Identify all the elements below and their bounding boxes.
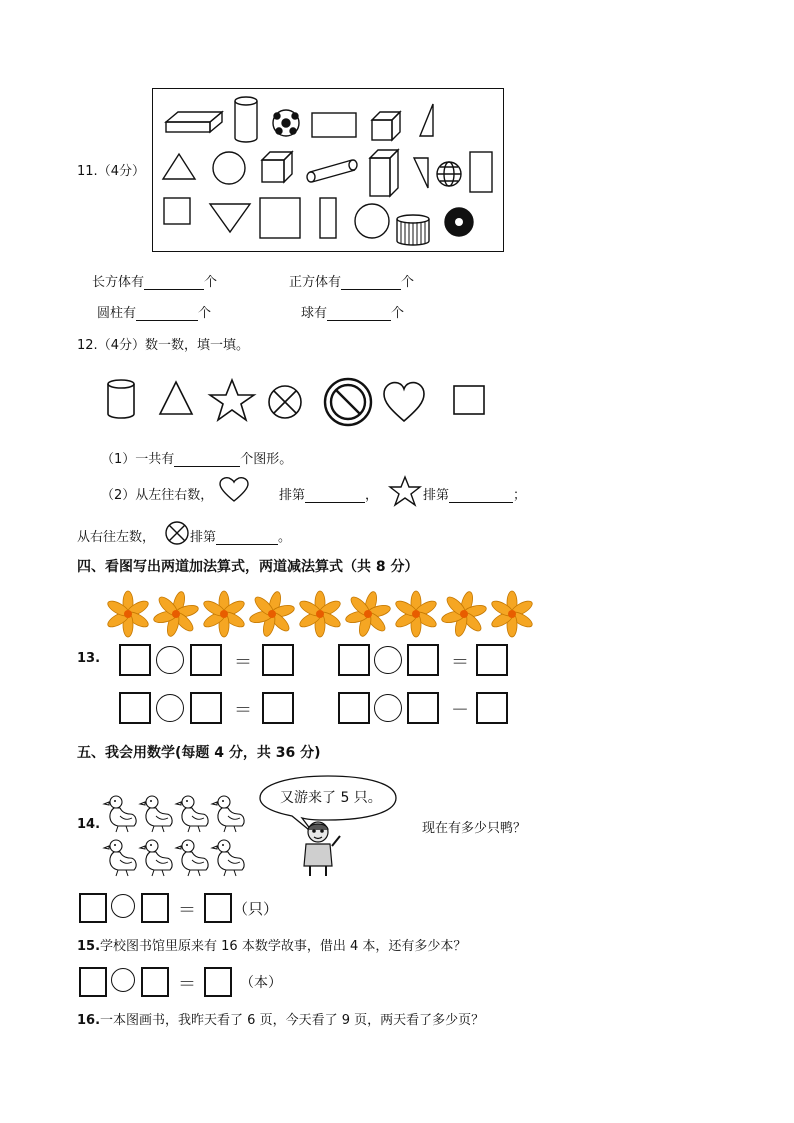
- q12-line2-heart-rank: [279, 484, 378, 503]
- duck-icon: [176, 796, 208, 832]
- star-icon: [210, 380, 254, 420]
- q12-line3-rank: [190, 526, 291, 545]
- q11-fill-line4: [301, 302, 404, 321]
- q12-line3-end: 。: [278, 530, 292, 545]
- q11-shapes: [152, 88, 504, 252]
- q12-number: 12.: [77, 338, 98, 353]
- equals-sign: ＝: [178, 974, 196, 995]
- q13-operator-circle[interactable]: [374, 646, 402, 674]
- q11-label: [77, 160, 145, 179]
- q12-rank-label-1: 排第: [279, 488, 306, 503]
- duck-icon: [104, 796, 136, 832]
- q14-box[interactable]: [79, 893, 107, 923]
- triangle-icon: [163, 154, 195, 179]
- q12-separator: ，: [365, 488, 379, 503]
- cuboid-label: 长方体有: [92, 275, 145, 290]
- down-triangle-icon: [210, 204, 250, 232]
- circle-icon: [213, 152, 245, 184]
- sphere-label: 球有: [301, 306, 328, 321]
- duck-icon: [104, 840, 136, 876]
- sphere-unit: 个: [391, 306, 405, 321]
- drum-cylinder-icon: [397, 215, 429, 245]
- q15-box[interactable]: [141, 967, 169, 997]
- q13-box[interactable]: [119, 644, 151, 676]
- cube-icon: [372, 112, 400, 140]
- square-icon: [454, 386, 484, 414]
- ducks-group: [100, 790, 260, 882]
- q15-number: 15.: [77, 939, 101, 954]
- q13-box[interactable]: [476, 692, 508, 724]
- q13-operator-circle[interactable]: [156, 646, 184, 674]
- section5-title: 五、我会用数学(每题 4 分，共 36 分): [77, 745, 321, 761]
- soccer-ball-icon: [273, 110, 299, 136]
- q12-line1-suffix: 个图形。: [240, 452, 293, 467]
- cylinder-label: 圆柱有: [97, 306, 137, 321]
- q14-number: 14.: [77, 817, 101, 832]
- q12-prompt: 数一数，填一填。: [144, 338, 249, 353]
- q13-box[interactable]: [119, 692, 151, 724]
- globe-icon: [437, 162, 461, 186]
- q11-fill-line1: [92, 271, 217, 290]
- q13-box[interactable]: [407, 692, 439, 724]
- q14-box[interactable]: [204, 893, 232, 923]
- q14-operator-circle[interactable]: [111, 894, 135, 918]
- star-icon: [388, 476, 422, 506]
- q13-box[interactable]: [262, 692, 294, 724]
- circle-cross-icon: [164, 520, 190, 546]
- q14-question: 现在有多少只鸭？: [422, 821, 527, 836]
- cube-unit: 个: [401, 275, 415, 290]
- small-triangle-icon: [414, 158, 428, 188]
- q13-box[interactable]: [190, 644, 222, 676]
- cube-blank[interactable]: [341, 275, 401, 290]
- flower-row: [104, 590, 544, 640]
- minus-sign: －: [451, 700, 469, 721]
- right-triangle-icon: [420, 104, 433, 136]
- q13-box[interactable]: [262, 644, 294, 676]
- flower-icon: [298, 591, 343, 637]
- q15-unit: （本）: [240, 975, 282, 991]
- duck-icon: [140, 840, 172, 876]
- total-shapes-blank[interactable]: [174, 452, 240, 467]
- q14-unit: （只）: [233, 900, 279, 918]
- heart-icon: [384, 383, 424, 421]
- q13-box[interactable]: [407, 644, 439, 676]
- lying-cylinder-icon: [307, 160, 357, 182]
- q15-box[interactable]: [79, 967, 107, 997]
- q16-line: [77, 1009, 484, 1028]
- circle-cross-icon: [269, 386, 301, 418]
- q12-line1-prefix: （1）一共有: [101, 452, 175, 467]
- flower-icon: [344, 590, 391, 637]
- flower-icon: [202, 591, 247, 637]
- q15-line: [77, 935, 466, 954]
- flower-icon: [440, 590, 487, 637]
- heart-icon: [219, 477, 249, 503]
- narrow-rectangle-icon: [320, 198, 336, 238]
- section4-title: 四、看图写出两道加法算式，两道减法算式（共 8 分）: [77, 559, 419, 575]
- dark-ball-icon: [445, 208, 473, 236]
- q16-text: 一本图画书，我昨天看了 6 页，今天看了 9 页，两天看了多少页？: [100, 1013, 485, 1028]
- star-rank-blank[interactable]: [449, 488, 513, 503]
- q11-points: （4分）: [97, 164, 145, 179]
- circle-icon: [355, 204, 389, 238]
- cuboid-unit: 个: [204, 275, 218, 290]
- q12-line2-end: ；: [513, 488, 527, 503]
- speech-text: 又游来了 5 只。: [280, 790, 382, 806]
- equals-sign: ＝: [234, 700, 252, 721]
- q13-operator-circle[interactable]: [374, 694, 402, 722]
- q11-number: 11.: [77, 164, 98, 179]
- duck-icon: [212, 796, 244, 832]
- cube-icon: [262, 152, 292, 182]
- square-icon: [260, 198, 300, 238]
- cylinder-blank[interactable]: [136, 306, 198, 321]
- rectangle-icon: [312, 113, 356, 137]
- q13-box[interactable]: [338, 692, 370, 724]
- q12-rank-label-3: 排第: [190, 530, 217, 545]
- sphere-blank[interactable]: [327, 306, 391, 321]
- flower-icon: [248, 590, 295, 637]
- q12-header: [77, 334, 249, 353]
- q12-rank-label-2: 排第: [423, 488, 450, 503]
- q12-figure-row: [100, 376, 500, 428]
- person-icon: [296, 816, 342, 878]
- q12-line2-prefix: （2）从左往右数，: [101, 488, 214, 503]
- q11-fill-line2: [289, 271, 414, 290]
- q15-operator-circle[interactable]: [111, 968, 135, 992]
- tall-cuboid-icon: [370, 150, 398, 196]
- cylinder-icon: [108, 380, 134, 418]
- q11-fill-line3: [97, 302, 211, 321]
- heart-rank-blank[interactable]: [305, 488, 365, 503]
- q13-operator-circle[interactable]: [156, 694, 184, 722]
- q12-line1: [101, 448, 292, 467]
- q13-box[interactable]: [190, 692, 222, 724]
- q12-line2-star-rank: [423, 484, 526, 503]
- flower-icon: [152, 590, 199, 637]
- cylinder-icon: [235, 97, 257, 142]
- flat-box-icon: [166, 112, 222, 132]
- equals-sign: ＝: [178, 900, 196, 921]
- no-entry-icon: [325, 379, 371, 425]
- q15-box[interactable]: [204, 967, 232, 997]
- q12-line2: [101, 484, 213, 503]
- q15-text: 学校图书馆里原来有 16 本数学故事，借出 4 本，还有多少本？: [100, 939, 467, 954]
- square-icon: [164, 198, 190, 224]
- cuboid-blank[interactable]: [144, 275, 204, 290]
- equals-sign: ＝: [451, 652, 469, 673]
- flower-icon: [394, 591, 439, 637]
- triangle-icon: [160, 382, 192, 414]
- q12-line3: [77, 526, 155, 545]
- q14-box[interactable]: [141, 893, 169, 923]
- q12-points: （4分）: [97, 338, 145, 353]
- cylinder-unit: 个: [198, 306, 212, 321]
- flower-icon: [106, 591, 151, 637]
- duck-icon: [212, 840, 244, 876]
- cross-rank-blank[interactable]: [216, 530, 278, 545]
- equals-sign: ＝: [234, 652, 252, 673]
- flower-icon: [490, 591, 535, 637]
- upright-rectangle-icon: [470, 152, 492, 192]
- duck-icon: [176, 840, 208, 876]
- q12-line3-prefix: 从右往左数，: [77, 530, 156, 545]
- q13-box[interactable]: [338, 644, 370, 676]
- q13-number: 13.: [77, 651, 101, 666]
- duck-icon: [140, 796, 172, 832]
- q13-box[interactable]: [476, 644, 508, 676]
- q16-number: 16.: [77, 1013, 101, 1028]
- cube-label: 正方体有: [289, 275, 342, 290]
